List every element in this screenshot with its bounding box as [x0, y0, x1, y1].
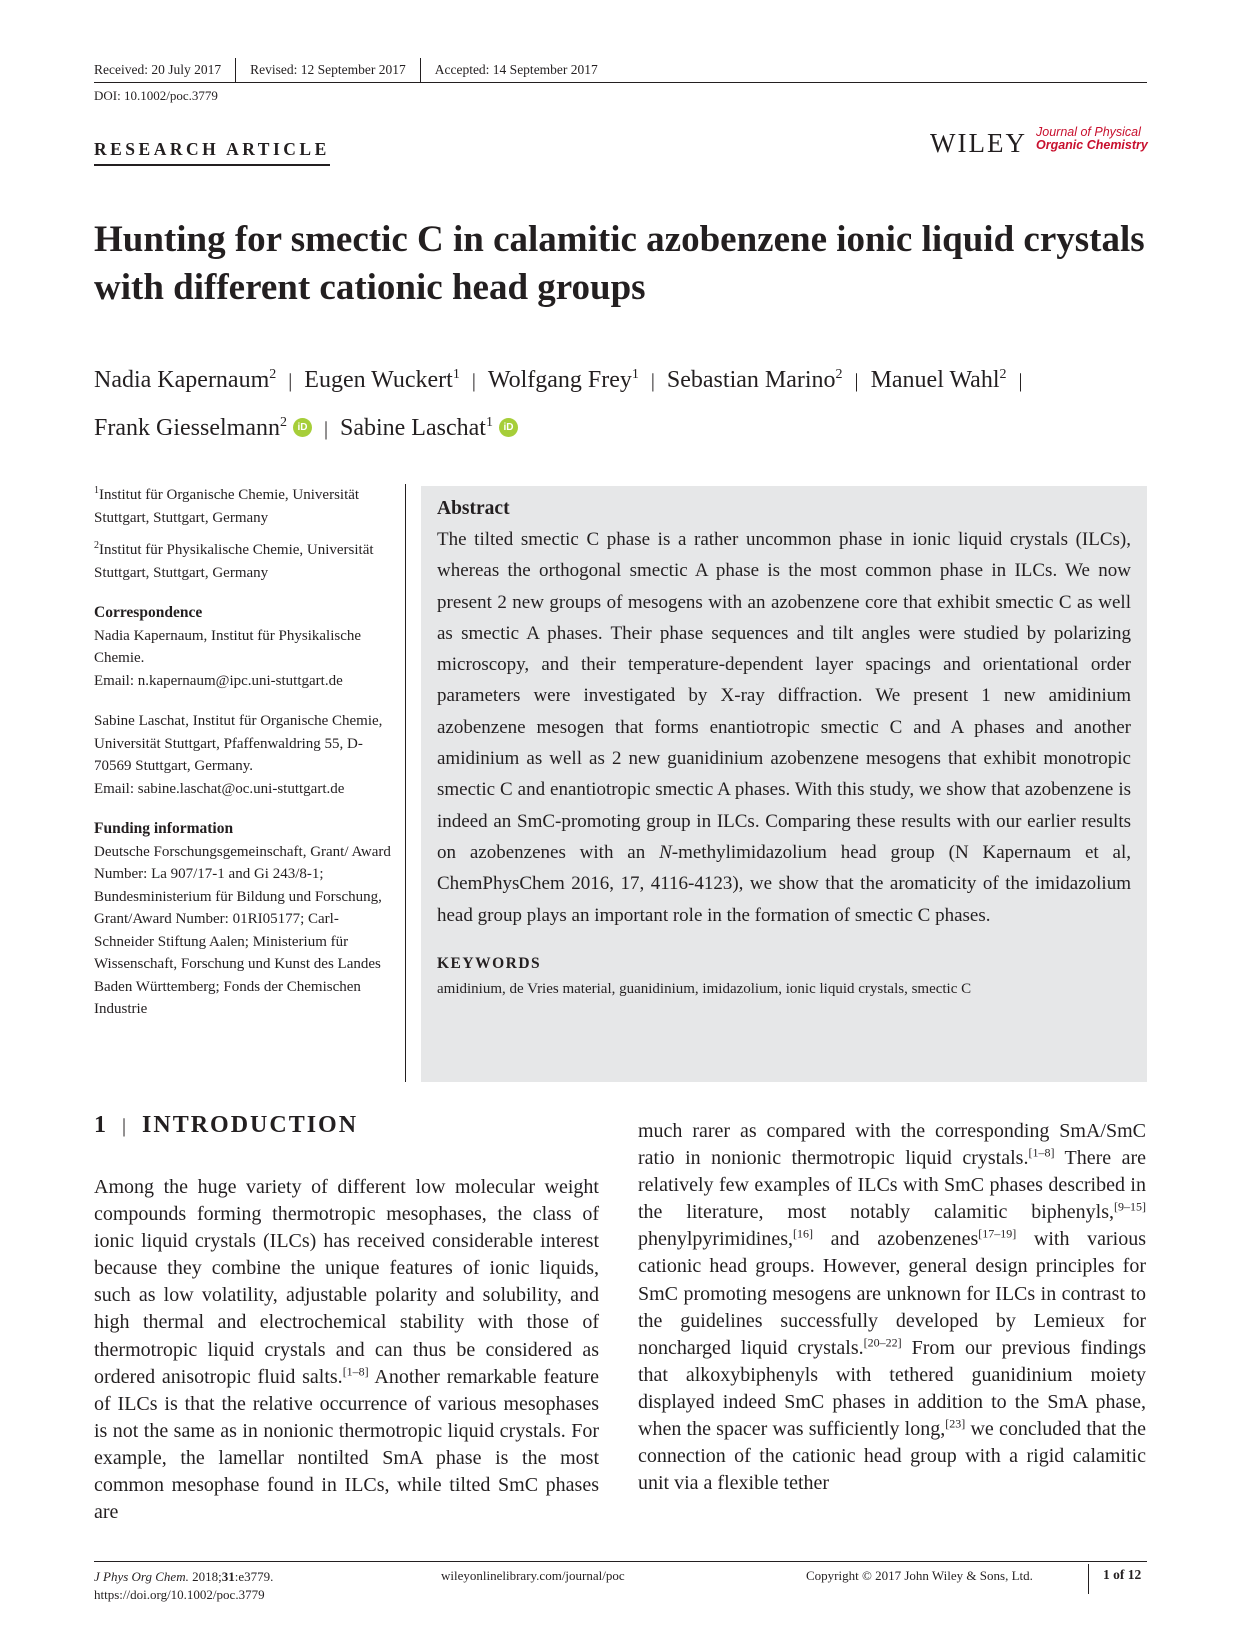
received-date: Received: 20 July 2017 [94, 62, 222, 77]
correspondence-heading: Correspondence [94, 604, 203, 621]
abstract-heading: Abstract [437, 498, 510, 519]
accepted-date: Accepted: 14 September 2017 [420, 58, 612, 82]
keywords-heading: KEYWORDS [437, 954, 542, 972]
orcid-icon[interactable]: iD [293, 418, 312, 437]
author[interactable]: Wolfgang Frey$^1$ [487, 367, 639, 393]
footer-citation: J Phys Org Chem. 2018;31:e3779. https://doi.org/10.1002/poc.3779 [94, 1569, 274, 1602]
footer-rule [94, 1561, 1147, 1562]
page-number: 1 of 12 [1088, 1564, 1141, 1594]
author[interactable]: Manuel Wahl$^2$ [870, 367, 1007, 393]
article-title: Hunting for smectic C in calamitic azobenzene ionic liquid crystals with different cationic head groups [94, 219, 1145, 308]
revised-date: Revised: 12 September 2017 [235, 58, 420, 82]
article-info-column [94, 480, 394, 1021]
abstract-text: The tilted smectic C phase is a rather uncommon phase in ionic liquid crystals (ILCs), whereas the orthogonal smectic A phase is the most common phase in ILCs. We now present 2 new groups of mesogens with an azobenzene core that exhibit smectic C as well as smectic A phases. Their phase sequences and tilt angles were studied by polarizing microscopy, and their temperature-dependent layer spacings and orientational order parameters were investigated by X-ray diffraction. We present 1 new amidinium azobenzene mesogen that forms enantiotropic smectic C and A phases and another amidinium as well as 2 new guanidinium azobenzene mesogens that exhibit monotropic smectic C and enantiotropic smectic A phases. With this study, we show that azobenzene is indeed an SmC-promoting group in ILCs. Comparing these results with our earlier results on azobenzenes with an N-methylimidazolium head group (N Kapernaum et al, ChemPhysChem 2016, 17, 4116-4123), we show that the aromaticity of the imidazolium head group plays an important role in the formation of smectic C phases. [437, 529, 1131, 926]
citation-link[interactable]: [20–22] [863, 1335, 902, 1350]
author[interactable]: Sebastian Marino$^2$ [666, 367, 843, 393]
correspondence-contact: Sabine Laschat, Institut für Organische Chemie, Universität Stuttgart, Pfaffenwaldring 55, D-70569 Stuttgart, Germany. [94, 713, 383, 774]
article-type: RESEARCH ARTICLE [94, 139, 330, 166]
body-column-right: much rarer as compared with the corresponding SmA/SmC ratio in nonionic thermotropic liquid crystals.[1–8] There are relatively few examples of ILCs with SmC phases described in the literature, most notably calamitic biphenyls,[9–15] phenylpyrimidines,[16] and azobenzenes[17–19] with various cationic head groups. However, general design principles for SmC promoting mesogens are unknown for ILCs in contrast to the guidelines successfully developed by Lemieux for noncharged liquid crystals.[20–22] From our previous findings that alkoxybiphenyls with tethered guanidinium moiety displayed indeed SmC phases in addition to the SmA phase, when the spacer was sufficiently long,[23] we concluded that the connection of the cationic head group with a rigid calamitic unit via a flexible tether [638, 1120, 1147, 1495]
header-rule [94, 82, 1147, 83]
abstract-box [421, 486, 1147, 1082]
orcid-icon[interactable]: iD [499, 418, 518, 437]
correspondence-email[interactable]: Email: n.kapernaum@ipc.uni-stuttgart.de [94, 672, 343, 689]
citation-link[interactable]: [1–8] [342, 1364, 369, 1378]
author[interactable]: Sabine Laschat$^1$ [339, 415, 493, 441]
affiliation: $^2$Institut für Physikalische Chemie, Universität Stuttgart, Stuttgart, Germany [94, 540, 374, 581]
author[interactable]: Eugen Wuckert$^1$ [304, 367, 460, 393]
journal-logo-line2: Organic Chemistry [1036, 138, 1148, 152]
citation-link[interactable]: [9–15] [1114, 1199, 1146, 1214]
correspondence-email[interactable]: Email: sabine.laschat@oc.uni-stuttgart.de [94, 780, 345, 797]
column-divider [405, 484, 406, 1082]
doi[interactable]: DOI: 10.1002/poc.3779 [94, 88, 218, 103]
journal-logo-line1: Journal of Physical [1036, 125, 1141, 139]
keywords: amidinium, de Vries material, guanidinium, imidazolium, ionic liquid crystals, smectic C [437, 980, 972, 997]
funding-heading: Funding information [94, 820, 234, 837]
author-list: Nadia Kapernaum$^2$ | Eugen Wuckert$^1$ | Wolfgang Frey$^1$ | Sebastian Marino$^2$ | Manuel Wahl$^2$ | Frank Giesselmann$^2$ iD | Sabine Laschat$^1$ iD [94, 367, 1023, 441]
footer-website[interactable]: wileyonlinelibrary.com/journal/poc [441, 1568, 625, 1583]
citation-link[interactable]: [17–19] [978, 1226, 1017, 1241]
funding-text: Deutsche Forschungsgemeinschaft, Grant/ Award Number: La 907/17-1 and Gi 243/8-1; Bundesministerium für Bildung und Forschung, Grant/Award Number: 01RI05177; Carl-Schneider Stiftung Aalen; Ministerium für Wissenschaft, Forschung und Kunst des Landes Baden Württemberg; Fonds der Chemischen Industrie [94, 843, 391, 1017]
article-dates [94, 58, 612, 82]
journal-logo [1036, 126, 1148, 152]
author[interactable]: Nadia Kapernaum$^2$ [94, 367, 277, 393]
section-heading: 1 | INTRODUCTION [94, 1112, 359, 1138]
citation-link[interactable]: [1–8] [1028, 1145, 1055, 1160]
affiliation: $^1$Institut für Organische Chemie, Universität Stuttgart, Stuttgart, Germany [94, 485, 360, 526]
citation-link[interactable]: [23] [945, 1416, 966, 1431]
correspondence-contact: Nadia Kapernaum, Institut für Physikalische Chemie. [94, 627, 362, 666]
footer-copyright: Copyright © 2017 John Wiley & Sons, Ltd. [806, 1568, 1033, 1583]
publisher-logo: WILEY [930, 128, 1027, 158]
citation-link[interactable]: [16] [792, 1226, 813, 1241]
body-column-left: Among the huge variety of different low molecular weight compounds forming thermotropic mesophases, the class of ionic liquid crystals (ILCs) has received considerable interest because they combine the unique features of ionic liquids, such as low volatility, adjustable polarity and solubility, and high thermal and electrochemical stability with those of thermotropic liquid crystals and can thus be considered as ordered anisotropic fluid salts.[1–8] Another remarkable feature of ILCs is that the relative occurrence of various mesophases is not the same as in nonionic thermotropic liquid crystals. For example, the lamellar nontilted SmA phase is the most common mesophase found in ILCs, while tilted SmC phases are [94, 1176, 599, 1524]
footer-doi-link[interactable]: https://doi.org/10.1002/poc.3779 [94, 1587, 265, 1602]
author[interactable]: Frank Giesselmann$^2$ [94, 415, 287, 441]
